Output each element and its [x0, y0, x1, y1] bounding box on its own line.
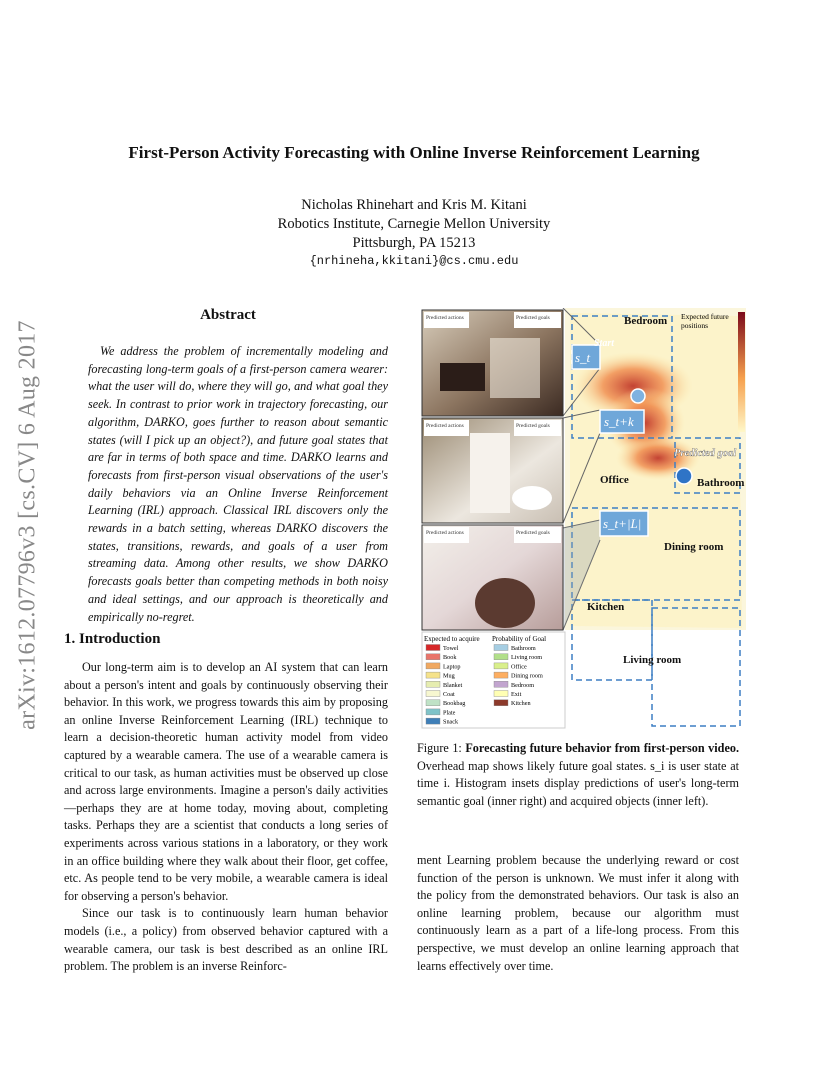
introduction-body — [64, 659, 388, 976]
inset-3-goals-label: Predicted goals — [516, 530, 550, 536]
email: {nrhineha,kkitani}@cs.cmu.edu — [309, 254, 519, 268]
legend-goal-item-swatch — [494, 700, 508, 706]
legend-goal-item-swatch — [494, 691, 508, 697]
legend-acquire-item-swatch — [426, 718, 440, 724]
legend-acquire-item-swatch — [426, 709, 440, 715]
heat-label-2: positions — [681, 321, 709, 330]
legend-acquire-item-swatch — [426, 645, 440, 651]
legend-goal-item-swatch — [494, 663, 508, 669]
abstract-heading: Abstract — [200, 307, 256, 323]
caption-label: Figure 1: — [417, 741, 462, 755]
inset-3-actions-label: Predicted actions — [426, 530, 464, 536]
figure-1-graphic — [420, 308, 746, 732]
legend-acquire-item-label: Laptop — [443, 663, 461, 671]
legend-acquire-item-label: Mug — [443, 672, 455, 680]
start-marker — [631, 389, 645, 403]
goal-marker — [676, 468, 692, 484]
legend-acquire-item-label: Book — [443, 654, 457, 662]
inset-2-actions-label: Predicted actions — [426, 423, 464, 429]
legend-goal-item-swatch — [494, 672, 508, 678]
legend-goal-title: Probability of Goal — [492, 635, 547, 643]
affiliation: Robotics Institute, Carnegie Mellon University — [277, 216, 551, 232]
room-dining: Dining room — [664, 541, 724, 553]
intro-paragraph-1: Our long-term aim is to develop an AI system that can learn about a person's intent and goals by continuously observing their behavior. In this work, we progress towards this aim by proposing an online Inverse Reinforcement Learning (IRL) technique to learn a decision-theoretic human activity model from video captured by a wearable camera. The use of a wearable camera is critical to our task, as human activities must be observed up close and across large environments. Imagine a person's daily activities—perhaps they are at home today, moving about, completing tasks. Perhaps they are a scientist that conducts a long series of experiments across various stations in a laboratory, or they work in an office building where they walk about their floor, get coffee, etc. As people tend to be very mobile, a wearable camera is ideal for observing a person's behavior. — [64, 660, 388, 903]
legend-acquire-item-swatch — [426, 691, 440, 697]
room-living: Living room — [623, 654, 682, 666]
intro-paragraph-2: Since our task is to continuously learn human behavior models (i.e., a policy) from observed behavior captured with a wearable camera, our task is best described as an online IRL problem. The problem is an inverse Reinforc- — [64, 906, 388, 974]
room-kitchen: Kitchen — [587, 601, 625, 613]
legend-acquire-title: Expected to acquire — [424, 635, 480, 643]
figure-1 — [420, 308, 746, 732]
legend-goal-item-swatch — [494, 654, 508, 660]
caption-rest: Overhead map shows likely future goal states. s_i is user state at time i. Histogram insets display predictions of user's long-term semantic goal (inner right) and acquired objects (inner left). — [417, 758, 739, 808]
start-label: Start — [594, 338, 615, 349]
location: Pittsburgh, PA 15213 — [352, 235, 476, 251]
arxiv-id: arXiv:1612.07796v3 [cs.CV] 6 Aug 2017 — [14, 320, 41, 730]
legend-acquire-item-label: Snack — [443, 718, 459, 726]
legend-goal-item-label: Kitchen — [511, 700, 531, 708]
legend-acquire-item-swatch — [426, 663, 440, 669]
author-block — [0, 196, 828, 253]
legend-acquire-item-label: Towel — [443, 645, 459, 652]
legend-goal-item-swatch — [494, 645, 508, 651]
legend-goal-item-label: Living room — [511, 654, 543, 662]
caption-bold: Forecasting future behavior from first-person video. — [465, 741, 739, 755]
inset-1-actions-label: Predicted actions — [426, 315, 464, 321]
room-bedroom: Bedroom — [624, 315, 668, 327]
legend-acquire-item-swatch — [426, 672, 440, 678]
state-label-stk: s_t+k — [604, 414, 634, 429]
legend-acquire-item-label: Bookbag — [443, 700, 466, 708]
right-column-text: ment Learning problem because the underlying reward or cost function of the person is unknown. We must infer it along with the policy from the demonstrated behaviors. Our task is also an online learning problem, because our algorithm must continuously learn as a part of a life-long process. From this perspective, we must develop an online learning approach that learns effectively over time. — [417, 853, 739, 973]
state-label-st: s_t — [575, 350, 591, 365]
legend-acquire-item-swatch — [426, 700, 440, 706]
inset-1-goals-label: Predicted goals — [516, 315, 550, 321]
state-label-stL: s_t+|L| — [603, 516, 642, 531]
legend-goal-item-label: Office — [511, 663, 527, 671]
legend-acquire-item-swatch — [426, 681, 440, 687]
legend-acquire-item-label: Plate — [443, 709, 456, 717]
heat-colorbar — [738, 312, 745, 432]
legend-goal-item-label: Exit — [511, 691, 522, 698]
legend-goal-item-label: Dining room — [511, 672, 543, 680]
heat-label-1: Expected future — [681, 312, 729, 321]
inset-2-goals-label: Predicted goals — [516, 423, 550, 429]
section-heading-introduction: 1. Introduction — [64, 631, 161, 647]
legend-acquire-item-label: Blanket — [443, 681, 463, 689]
room-bathroom: Bathroom — [697, 477, 745, 489]
arxiv-sidebar — [8, 285, 48, 765]
legend-acquire-item-swatch — [426, 654, 440, 660]
predicted-goal-label: Predicted goal — [674, 448, 737, 459]
authors: Nicholas Rhinehart and Kris M. Kitani — [301, 197, 527, 213]
legend-acquire-item-label: Coat — [443, 691, 455, 698]
legend-goal-item-label: Bedroom — [511, 681, 535, 689]
paper-title: First-Person Activity Forecasting with Online Inverse Reinforcement Learning — [128, 143, 700, 162]
abstract-text: We address the problem of incrementally modeling and forecasting long-term goals of a first-person camera wearer: what the user will do, where they will go, and what goal they seek. In contrast to prior work in trajectory forecasting, our algorithm, DARKO, goes further to reason about semantic states (will I pick up an object?), and future goal states that are far in terms of both space and time. DARKO learns and forecasts from first-person visual observations of the user's daily behaviors via an Online Inverse Reinforcement Learning (IRL) approach. Classical IRL discovers only the rewards in a batch setting, whereas DARKO discovers the states, transitions, rewards, and goals of a user from streaming data. Among other results, we show DARKO forecasts goals better than competing methods in both noisy and ideal settings, and our approach is theoretically and empirically no-regret. — [88, 344, 388, 624]
room-office: Office — [600, 474, 629, 486]
legend-goal-item-label: Bathroom — [511, 645, 536, 652]
figure-1-caption — [417, 740, 739, 810]
legend-goal-item-swatch — [494, 681, 508, 687]
